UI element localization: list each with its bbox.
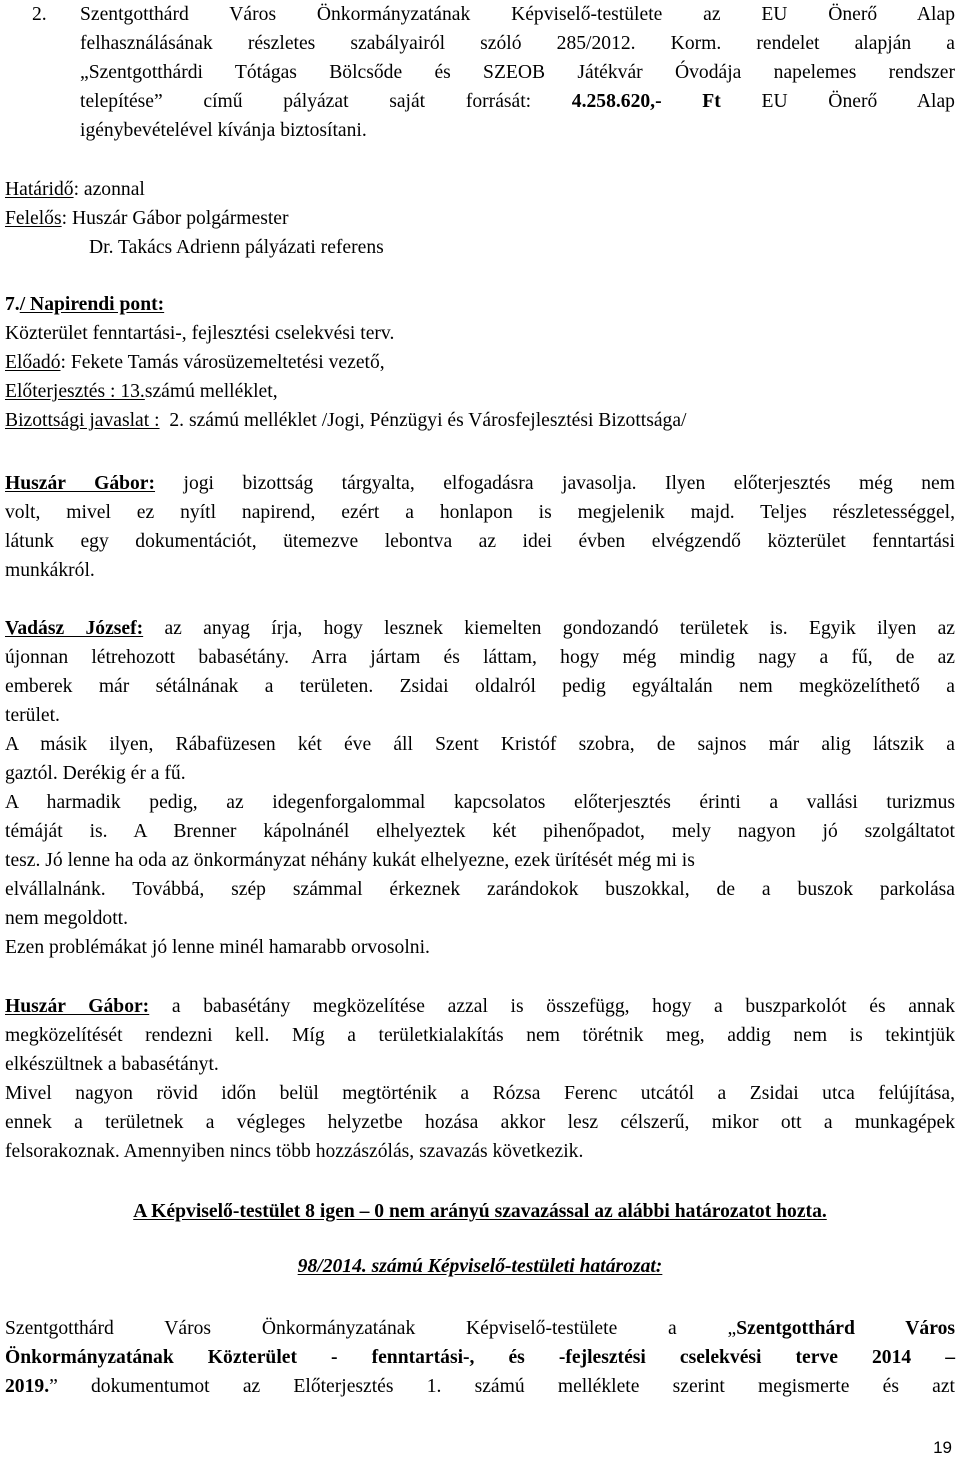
speech-huszar-2 [5, 992, 955, 1166]
paragraph-line: „Szentgotthárdi Tótágas Bölcsőde és SZEOB Játékvár Óvodája napelemes rendszer [80, 62, 955, 83]
resolution-title: 98/2014. számú Képviselő-testületi határozat: [297, 1256, 663, 1277]
paragraph-line: ennek a területnek a végleges helyzetbe hozása akkor lesz célszerű, mikor ott a munkagépek [5, 1112, 955, 1133]
agenda-heading-label: / Napirendi pont: [19, 294, 165, 315]
paragraph-line: Mivel nagyon rövid időn belül megtörténik a Rózsa Ferenc utcától a Zsidai utca felújítása, [5, 1083, 955, 1104]
amount: 4.258.620,- Ft [571, 91, 721, 112]
resolution-body [5, 1314, 955, 1401]
text-run: Szentgotthárd Város Önkormányzatának Képviselő-testülete a „ [5, 1318, 737, 1339]
paragraph-line: A másik ilyen, Rábafüzesen két éve áll Szent Kristóf szobra, de sajnos már alig látszik a [5, 734, 955, 755]
paragraph-line: látunk egy dokumentációt, ütemezve lebontva az idei évben elvégzendő közterület fenntartási [5, 531, 955, 552]
speech-huszar-1 [5, 469, 955, 585]
text-run: telepítése” című pályázat saját forrását: [80, 91, 572, 112]
paragraph-line: igénybevételével kívánja biztosítani. [80, 120, 367, 141]
committee-label: Bizottsági javaslat : [5, 410, 160, 431]
paragraph-line: megközelítését rendezni kell. Míg a területkialakítás nem törétnik meg, addig nem is tekintjük [5, 1025, 955, 1046]
paragraph-line: emberek már sétálnának a területen. Zsidai oldalról pedig egyáltalán nem megközelíthető a [5, 676, 955, 697]
presenter-line [5, 348, 955, 377]
responsible-value: : Huszár Gábor polgármester [61, 208, 289, 229]
text-run: ” dokumentumot az Előterjesztés 1. számú melléklete szerint megismerte és azt [49, 1376, 955, 1397]
paragraph-line [80, 87, 955, 116]
deadline-value: : azonnal [73, 179, 145, 200]
paragraph-line [5, 1372, 955, 1401]
responsible-second: Dr. Takács Adrienn pályázati referens [89, 237, 384, 258]
paragraph-line: felhasználásának részletes szabályairól szóló 285/2012. Korm. rendelet alapján a [80, 33, 955, 54]
text-run-bold: Szentgotthárd Város [736, 1318, 955, 1339]
committee-value: 2. számú melléklet /Jogi, Pénzügyi és Városfejlesztési Bizottsága/ [159, 410, 687, 431]
vote-result: A Képviselő-testület 8 igen – 0 nem arányú szavazással az alábbi határozatot hozta. [133, 1201, 827, 1222]
responsible-line [5, 204, 955, 233]
deadline-label: Határidő [5, 179, 74, 200]
text-run: EU Önerő Alap [720, 91, 955, 112]
paragraph-line [5, 992, 955, 1021]
proposal-line [5, 377, 955, 406]
speaker-name: Huszár Gábor: [5, 996, 150, 1017]
page-number: 19 [933, 1438, 952, 1457]
agenda-title: Közterület fenntartási-, fejlesztési cselekvési terv. [5, 323, 395, 344]
paragraph-line: Ezen problémákat jó lenne minél hamarabb orvosolni. [5, 937, 430, 958]
paragraph-line: gaztól. Derékig ér a fű. [5, 763, 186, 784]
text-run: az anyag írja, hogy lesznek kiemelten gondozandó területek is. Egyik ilyen az [143, 618, 956, 639]
deadline-line [5, 175, 955, 204]
text-run-bold: e 2014 – [829, 1347, 955, 1368]
paragraph-line: munkákról. [5, 560, 95, 581]
text-run: jogi bizottság tárgyalta, elfogadásra javasolja. Ilyen előterjesztés még nem [155, 473, 955, 494]
responsible-label: Felelős [5, 208, 62, 229]
paragraph-line: elkészültnek a babasétányt. [5, 1054, 219, 1075]
paragraph-line: A harmadik pedig, az idegenforgalommal kapcsolatos előterjesztés érinti a vallási turizmus [5, 792, 955, 813]
paragraph-line [5, 469, 955, 498]
paragraph-line [5, 1314, 955, 1343]
paragraph-line [5, 1343, 955, 1372]
speaker-name: Vadász József: [5, 618, 144, 639]
agenda-number: 7. [5, 294, 20, 315]
agenda-block [5, 290, 955, 435]
committee-line [5, 406, 955, 435]
paragraph-line: volt, mivel ez nyítl napirend, ezért a honlapon is megjelenik majd. Teljes részletességgel, [5, 502, 955, 523]
paragraph-line: újonnan létrehozott babasétány. Arra jártam és láttam, hogy még mindig nagy a fű, de az [5, 647, 955, 668]
speech-vadasz [5, 614, 955, 962]
paragraph-line: felsorakoznak. Amennyiben nincs több hozzászólás, szavazás következik. [5, 1141, 584, 1162]
deadline-block [5, 175, 955, 262]
item-number: 2. [32, 4, 47, 25]
presenter-label: Előadó [5, 352, 61, 373]
item-2-paragraph [32, 0, 955, 145]
paragraph-line: elvállalnánk. Továbbá, szép számmal érkeznek zarándokok buszokkal, de a buszok parkolása [5, 879, 955, 900]
paragraph-line: terület. [5, 705, 60, 726]
text-run: a babasétány megközelítése azzal is összefügg, hogy a buszparkolót és annak [149, 996, 956, 1017]
speaker-name: Huszár Gábor: [5, 473, 156, 494]
paragraph-line: témáját is. A Brenner kápolnánél elhelyeztek két pihenőpadot, mely nagyon jó szolgáltatot [5, 821, 955, 842]
text-run-bold: Önkormányzatának Közterület - fenntartási-, és -fejlesztési cselekvési terv [5, 1347, 830, 1368]
paragraph-line: tesz. Jó lenne ha oda az önkormányzat néhány kukát elhelyezne, ezek ürítését még mi is [5, 850, 695, 871]
text-run-bold: 2019. [5, 1376, 50, 1397]
paragraph-line: nem megoldott. [5, 908, 128, 929]
proposal-label: Előterjesztés : 13. [5, 381, 145, 402]
presenter-value: : Fekete Tamás városüzemeltetési vezető, [60, 352, 385, 373]
paragraph-line: Szentgotthárd Város Önkormányzatának Képviselő-testülete az EU Önerő Alap [80, 4, 955, 25]
agenda-heading [5, 290, 955, 319]
proposal-value: számú melléklet, [144, 381, 278, 402]
paragraph-line [5, 614, 955, 643]
